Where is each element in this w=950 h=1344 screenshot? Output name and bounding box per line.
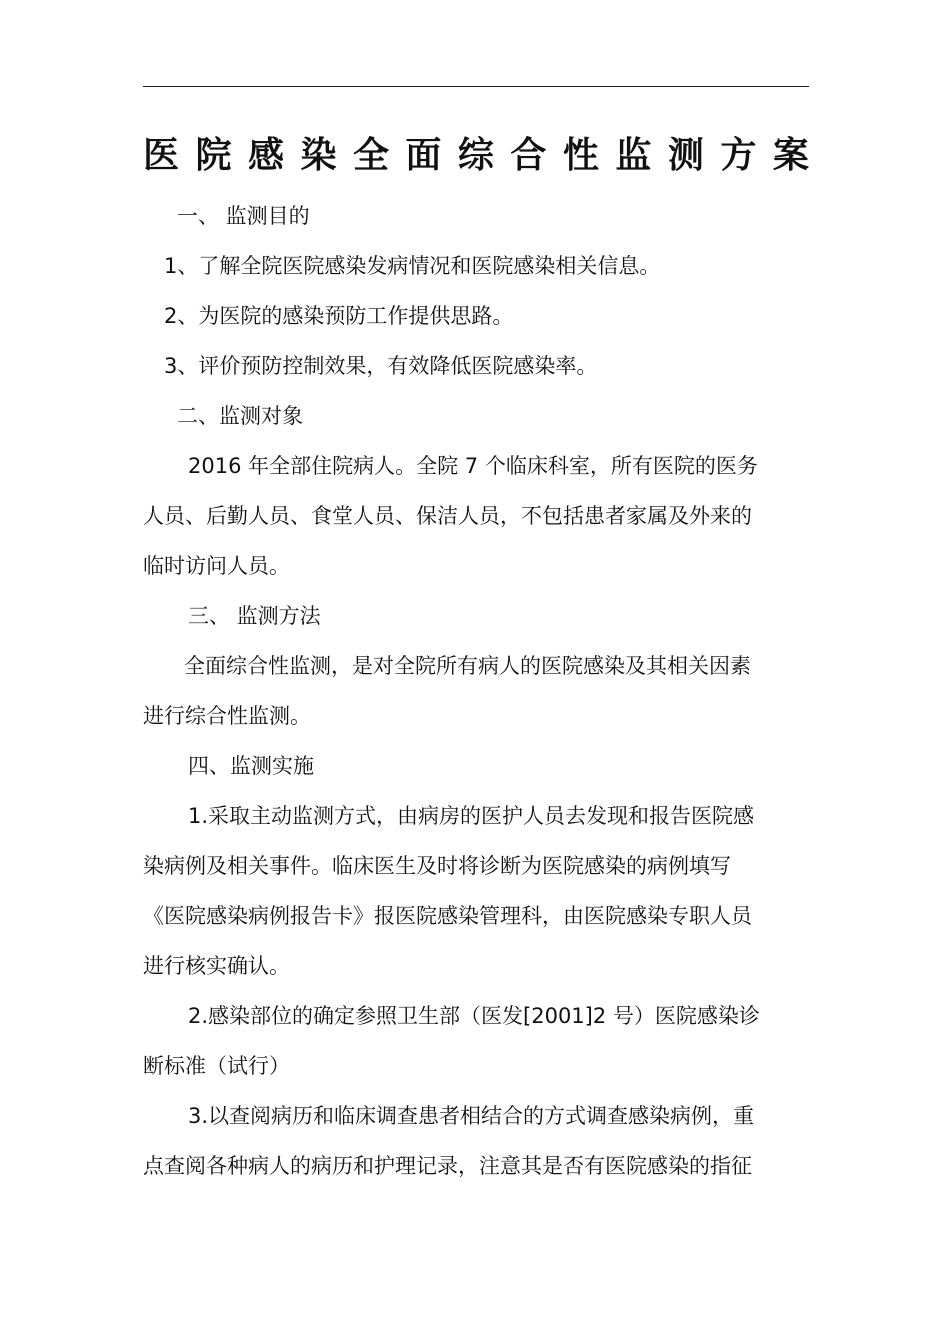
implementation-item-1-line-1: 1.采取主动监测方式，由病房的医护人员去发现和报告医院感 — [188, 804, 755, 828]
title-char: 综 — [457, 135, 494, 176]
section-heading-subjects: 二、监测对象 — [177, 404, 303, 428]
implementation-item-1-line-2: 染病例及相关事件。临床医生及时将诊断为医院感染的病例填写 — [143, 854, 731, 878]
title-char: 医 — [143, 135, 180, 176]
subjects-paragraph-line-3: 临时访问人员。 — [143, 554, 290, 578]
title-char: 测 — [667, 135, 704, 176]
implementation-item-3-line-1: 3.以查阅病历和临床调查患者相结合的方式调查感染病例，重 — [188, 1104, 755, 1128]
title-char: 方 — [720, 135, 757, 176]
title-char: 院 — [195, 135, 232, 176]
header-rule — [143, 86, 809, 87]
implementation-item-3-line-2: 点查阅各种病人的病历和护理记录，注意其是否有医院感染的指征 — [143, 1154, 752, 1178]
method-paragraph-line-2: 进行综合性监测。 — [143, 704, 311, 728]
title-char: 案 — [772, 135, 809, 176]
title-char: 全 — [352, 135, 389, 176]
title-char: 性 — [562, 135, 599, 176]
section-heading-method: 三、 监测方法 — [188, 604, 321, 628]
document-title — [143, 128, 809, 184]
title-char: 感 — [247, 135, 284, 176]
subjects-paragraph-line-2: 人员、后勤人员、食堂人员、保洁人员，不包括患者家属及外来的 — [143, 504, 752, 528]
method-paragraph-line-1: 全面综合性监测，是对全院所有病人的医院感染及其相关因素 — [184, 654, 751, 678]
section-heading-purpose: 一、 监测目的 — [177, 204, 310, 228]
purpose-item-1: 1、了解全院医院感染发病情况和医院感染相关信息。 — [164, 254, 661, 278]
title-char: 合 — [510, 135, 547, 176]
subjects-paragraph-line-1: 2016 年全部住院病人。全院 7 个临床科室，所有医院的医务 — [188, 454, 758, 478]
section-heading-implementation: 四、监测实施 — [188, 754, 314, 778]
implementation-item-2-line-2: 断标准（试行） — [143, 1054, 290, 1078]
purpose-item-2: 2、为医院的感染预防工作提供思路。 — [164, 304, 514, 328]
implementation-item-2-line-1: 2.感染部位的确定参照卫生部（医发[2001]2 号）医院感染诊 — [188, 1004, 760, 1028]
implementation-item-1-line-3: 《医院感染病例报告卡》报医院感染管理科，由医院感染专职人员 — [143, 904, 752, 928]
title-char: 监 — [615, 135, 652, 176]
implementation-item-1-line-4: 进行核实确认。 — [143, 954, 290, 978]
purpose-item-3: 3、评价预防控制效果，有效降低医院感染率。 — [164, 354, 598, 378]
title-char: 染 — [300, 135, 337, 176]
title-char: 面 — [405, 135, 442, 176]
